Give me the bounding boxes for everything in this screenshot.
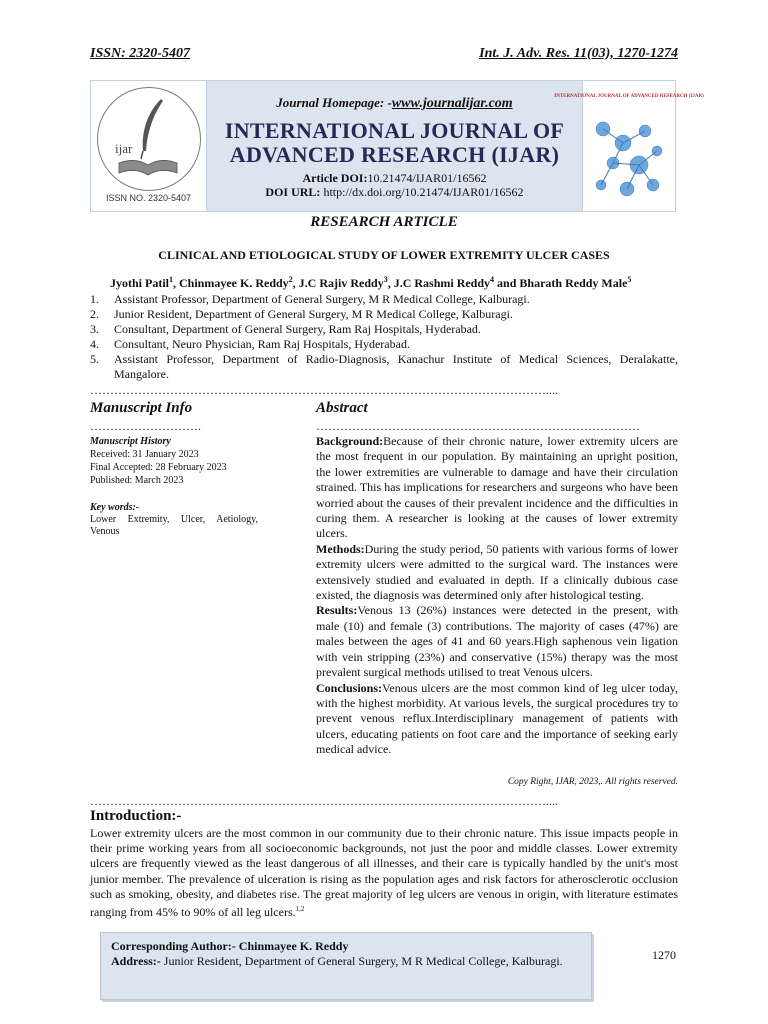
conclusions-label: Conclusions:	[316, 680, 383, 695]
history-heading: Manuscript History	[90, 436, 171, 447]
issn-text: ISSN: 2320-5407	[90, 46, 190, 61]
abstract-dots: ………………………………………………………………………	[316, 419, 640, 433]
affiliation-number: 1.	[90, 292, 99, 306]
doi-block	[206, 171, 583, 199]
manuscript-history	[90, 435, 260, 487]
affiliation-text: Junior Resident, Department of General Surgery, M R Medical College, Kalburagi.	[114, 307, 513, 321]
journal-banner	[90, 80, 704, 212]
background-text: Because of their chronic nature, lower extremity ulcers are the most frequent in our population. By maintaining an upright position, the lower extremities are vulnerable to damage and have their circulation strained. This has implications for researchers and surgeons who have been worried about the causes of their prevalent incidence and the difficulties in curing them. A researcher is looking at the causes of lower extremity ulcers.	[316, 434, 678, 541]
author-name: J.C Rashmi Reddy	[393, 276, 491, 290]
address-label: Address:-	[111, 954, 161, 968]
author-affiliation-sup: 5	[627, 275, 632, 284]
conclusions-text: Venous ulcers are the most common kind of leg ulcer today, with the highest morbidity. At various levels, the surgical procedures try to prevent venous reflux.Interdisciplinary management of patients with ulcers, educating patients on foot care and the importance of seeking early medical advice.	[316, 680, 678, 757]
accepted-date: Final Accepted: 28 February 2023	[90, 462, 227, 473]
abstract-heading: Abstract	[316, 400, 368, 416]
methods-label: Methods:	[316, 541, 365, 556]
banner-center	[206, 81, 583, 211]
journal-name	[206, 119, 583, 167]
affiliation-number: 4.	[90, 337, 99, 351]
introduction-heading: Introduction:-	[90, 808, 182, 824]
author-list	[110, 275, 631, 291]
homepage-label: Journal Homepage: -	[276, 95, 392, 110]
author-separator: ,	[173, 276, 179, 290]
separator-dots-2: ……………………………………………………………………………………………………....	[90, 794, 558, 808]
methods-text: During the study period, 50 patients with various forms of lower extremity ulcers were admitted to the surgical ward. The instances were extensively studied and evaluated in depth. If a clinically dubious case existed, the diagnosis was determined only after histological testing.	[316, 541, 678, 603]
affiliation-number: 3.	[90, 322, 99, 336]
article-type: RESEARCH ARTICLE	[310, 214, 458, 230]
article-doi-label: Article DOI:	[302, 171, 368, 185]
results-label: Results:	[316, 603, 358, 618]
affiliation-item	[90, 307, 678, 322]
doi-url-link[interactable]: http://dx.doi.org/10.21474/IJAR01/16562	[323, 185, 524, 199]
journal-homepage	[206, 95, 583, 112]
abstract-body	[316, 434, 678, 758]
abstract-results	[316, 603, 678, 680]
keywords-heading: Key words:-	[90, 502, 140, 513]
cover-molecule-icon	[554, 81, 704, 211]
logo-text: ijar	[115, 141, 133, 156]
corresponding-label: Corresponding Author:-	[111, 939, 236, 953]
author-separator: ,	[292, 276, 299, 290]
affiliation-item	[90, 292, 678, 307]
affiliation-text: Consultant, Department of General Surgery, Ram Raj Hospitals, Hyderabad.	[114, 322, 481, 336]
affiliation-list	[90, 292, 678, 382]
affiliation-number: 5.	[90, 352, 99, 366]
published-date: Published: March 2023	[90, 475, 184, 486]
doi-url-label: DOI URL:	[265, 185, 321, 199]
page-number: 1270	[652, 948, 676, 962]
homepage-link[interactable]: www.journalijar.com	[391, 96, 513, 111]
manuscript-info-heading: Manuscript Info	[90, 400, 193, 416]
abstract-conclusions	[316, 681, 678, 758]
copyright-notice: Copy Right, IJAR, 2023,. All rights reserved.	[507, 777, 678, 787]
citation-text: Int. J. Adv. Res. 11(03), 1270-1274	[479, 46, 678, 61]
keywords-block	[90, 502, 258, 538]
keywords-list: Lower Extremity, Ulcer, Aetiology, Venous	[90, 514, 258, 537]
journal-cover-thumbnail	[554, 81, 704, 211]
running-header	[90, 46, 678, 66]
abstract-background	[316, 434, 678, 542]
journal-name-line2: ADVANCED RESEARCH (IJAR)	[229, 142, 560, 167]
corresponding-author-box	[100, 932, 592, 1000]
affiliation-text: Assistant Professor, Department of General Surgery, M R Medical College, Kalburagi.	[114, 292, 530, 306]
address-text: Junior Resident, Department of General Surgery, M R Medical College, Kalburagi.	[163, 954, 563, 968]
author-affiliation-sup: 3	[383, 275, 388, 284]
author-affiliation-sup: 1	[169, 275, 173, 284]
affiliation-text: Assistant Professor, Department of Radio-Diagnosis, Kanachur Institute of Medical Sciences, Deralakatte, Mangalore.	[114, 352, 678, 381]
background-label: Background:	[316, 434, 384, 448]
affiliation-item	[90, 322, 678, 337]
introduction-text	[90, 826, 678, 920]
journal-name-line1: INTERNATIONAL JOURNAL OF	[224, 118, 565, 143]
results-text: Venous 13 (26%) instances were detected in the present, with male (10) and female (3) contributions. The majority of cases (47%) are males between the ages of 41 and 60 years.High saphenous vein ligation with vein stripping (23%) and conservative (15%) therapy was the most prevalent surgical methods utilised to treat Venous ulcers.	[316, 603, 678, 680]
affiliation-item	[90, 337, 678, 352]
author-affiliation-sup: 2	[288, 275, 293, 284]
separator-dots: ……………………………………………………………………………………………………....	[90, 383, 558, 397]
citation-superscript: 1,2	[295, 905, 305, 914]
author-name: Jyothi Patil	[110, 276, 169, 290]
abstract-methods	[316, 542, 678, 604]
author-name: Bharath Reddy Male	[519, 276, 628, 290]
quill-book-icon	[91, 81, 206, 193]
author-separator: and	[494, 276, 520, 290]
manuscript-info-dots: ……………………….	[90, 419, 201, 433]
author-separator: ,	[387, 276, 394, 290]
introduction-body: Lower extremity ulcers are the most common in our community due to their chronic nature. This issue impacts people in their prime working years from all socioeconomic backgrounds, not just the poor and middle classes. Lower extremity ulcers are frequently viewed as the least dangerous of all illnesses, and their care is typically handled by the unit's most junior member. The prevalence of ulceration is rising as the population ages and risk factors for atherosclerotic occlusion such as smoking, obesity, and diabetes rise. The great majority of leg ulcers are venous in origin, with literature estimates ranging from 45% to 90% of all leg ulcers.	[90, 826, 678, 920]
logo-issn: ISSN NO. 2320-5407	[105, 193, 192, 203]
affiliation-number: 2.	[90, 307, 99, 321]
author-name: Chinmayee K. Reddy	[179, 276, 289, 290]
paper-title: CLINICAL AND ETIOLOGICAL STUDY OF LOWER EXTREMITY ULCER CASES	[158, 248, 610, 262]
journal-logo	[91, 81, 207, 211]
affiliation-item	[90, 352, 678, 382]
author-name: J.C Rajiv Reddy	[298, 276, 384, 290]
cover-title: INTERNATIONAL JOURNAL OF ADVANCED RESEARCH (IJAR)	[554, 94, 704, 99]
article-doi: 10.21474/IJAR01/16562	[367, 171, 487, 185]
author-affiliation-sup: 4	[490, 275, 495, 284]
corresponding-name: Chinmayee K. Reddy	[238, 939, 349, 953]
received-date: Received: 31 January 2023	[90, 449, 199, 460]
affiliation-text: Consultant, Neuro Physician, Ram Raj Hospitals, Hyderabad.	[114, 337, 410, 351]
